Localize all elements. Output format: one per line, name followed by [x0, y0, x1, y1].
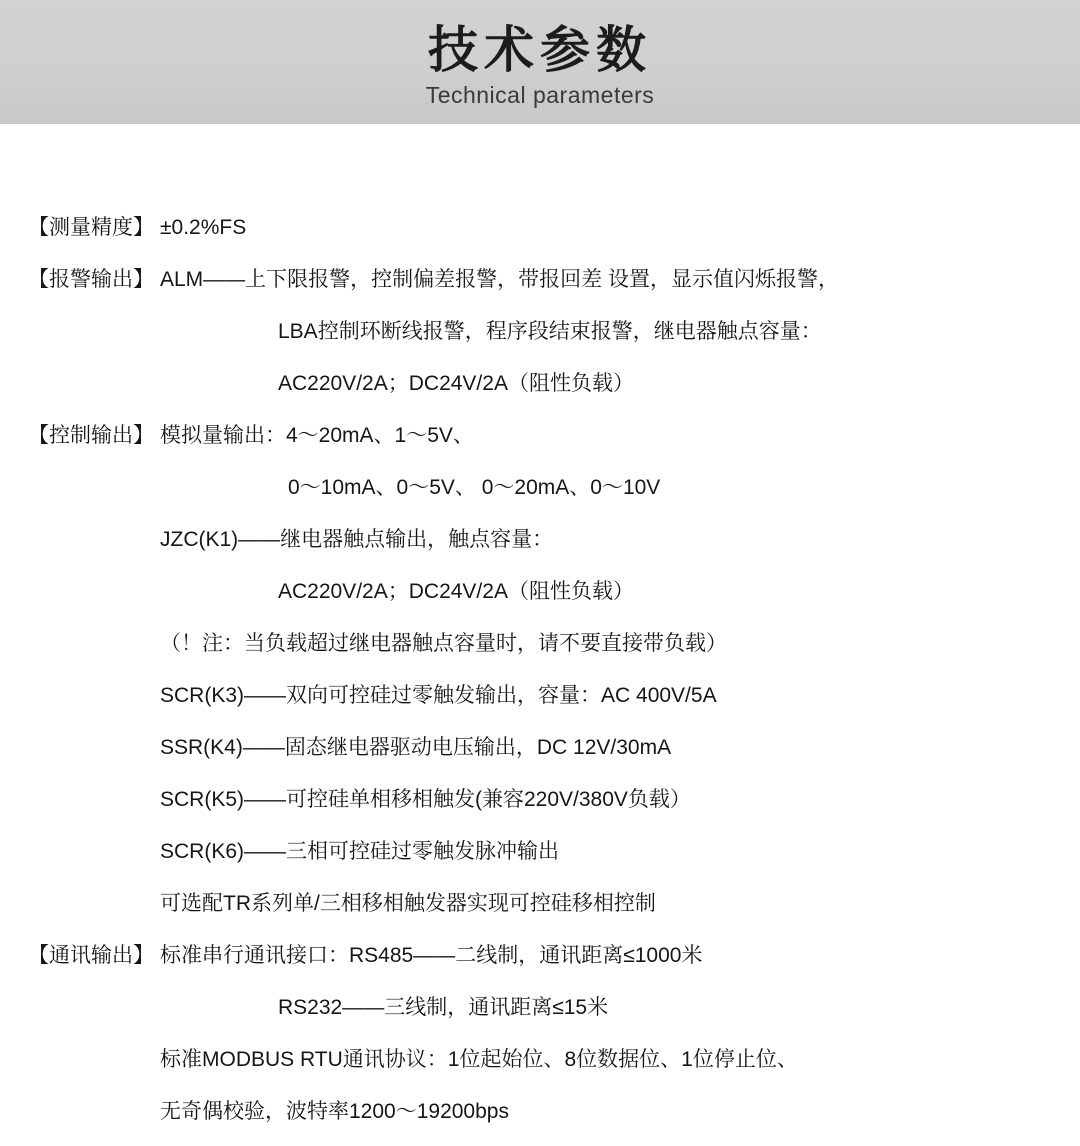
spec-indent-spacer — [0, 1034, 160, 1086]
spec-indent-spacer — [0, 982, 160, 1034]
spec-value-line: RS232——三线制，通讯距离≤15米 — [278, 996, 609, 1019]
spec-value-line: JZC(K1)——继电器触点输出，触点容量： — [160, 528, 554, 551]
spec-value-line: SCR(K3)——双向可控硅过零触发输出，容量：AC 400V/5A — [160, 684, 717, 707]
spec-group — [0, 410, 1080, 462]
spec-indent-spacer — [0, 670, 160, 722]
spec-continuation — [0, 1086, 1080, 1138]
spec-indent-spacer — [0, 878, 160, 930]
spec-label: 【测量精度】 — [28, 216, 154, 239]
spec-indent-spacer — [0, 514, 160, 566]
spec-indent-spacer — [0, 826, 160, 878]
spec-value-line: SSR(K4)——固态继电器驱动电压输出，DC 12V/30mA — [160, 736, 672, 759]
spec-continuation — [0, 878, 1080, 930]
spec-group — [0, 930, 1080, 982]
spec-continuation — [0, 566, 1080, 618]
spec-indent-spacer — [0, 774, 160, 826]
spec-continuation — [0, 982, 1080, 1034]
spec-value-line: SCR(K5)——可控硅单相移相触发(兼容220V/380V负载） — [160, 788, 691, 811]
spec-label: 【报警输出】 — [28, 268, 154, 291]
spec-value-line: ±0.2%FS — [160, 216, 247, 239]
spec-group — [0, 202, 1080, 254]
spec-group — [0, 254, 1080, 306]
spec-continuation — [0, 462, 1080, 514]
spec-value-line: AC220V/2A；DC24V/2A（阻性负载） — [278, 372, 634, 395]
spec-indent-spacer — [0, 462, 160, 514]
spec-continuation — [0, 1034, 1080, 1086]
page-subtitle: Technical parameters — [425, 82, 655, 108]
spec-label: 【控制输出】 — [28, 424, 154, 447]
spec-continuation — [0, 618, 1080, 670]
spec-continuation — [0, 306, 1080, 358]
spec-continuation — [0, 722, 1080, 774]
spec-indent-spacer — [0, 1086, 160, 1138]
spec-value-line: 0～10mA、0～5V、 0～20mA、0～10V — [288, 476, 661, 499]
spec-value-line: AC220V/2A；DC24V/2A（阻性负载） — [278, 580, 634, 603]
spec-indent-spacer — [0, 358, 160, 410]
spec-indent-spacer — [0, 306, 160, 358]
spec-continuation — [0, 774, 1080, 826]
spec-value-line: SCR(K6)——三相可控硅过零触发脉冲输出 — [160, 840, 560, 863]
spec-value-line: 可选配TR系列单/三相移相触发器实现可控硅移相控制 — [160, 892, 656, 915]
spec-indent-spacer — [0, 618, 160, 670]
spec-continuation — [0, 358, 1080, 410]
page-header — [0, 0, 1080, 124]
spec-continuation — [0, 670, 1080, 722]
spec-value-line: （！注：当负载超过继电器触点容量时，请不要直接带负载） — [160, 632, 727, 655]
spec-value-line: 无奇偶校验，波特率1200～19200bps — [160, 1100, 509, 1123]
spec-value-line: 标准MODBUS RTU通讯协议：1位起始位、8位数据位、1位停止位、 — [160, 1048, 798, 1071]
spec-label: 【通讯输出】 — [28, 944, 154, 967]
spec-continuation — [0, 826, 1080, 878]
spec-indent-spacer — [0, 566, 160, 618]
spec-value-line: ALM——上下限报警，控制偏差报警，带报回差 设置，显示值闪烁报警， — [160, 268, 840, 291]
spec-continuation — [0, 514, 1080, 566]
spec-value-line: 模拟量输出：4～20mA、1～5V、 — [160, 424, 474, 447]
spec-list — [0, 124, 1080, 1138]
spec-value-line: LBA控制环断线报警，程序段结束报警，继电器触点容量： — [278, 320, 822, 343]
spec-value-line: 标准串行通讯接口：RS485——二线制，通讯距离≤1000米 — [160, 944, 703, 967]
spec-indent-spacer — [0, 722, 160, 774]
page-title: 技术参数 — [428, 22, 652, 78]
